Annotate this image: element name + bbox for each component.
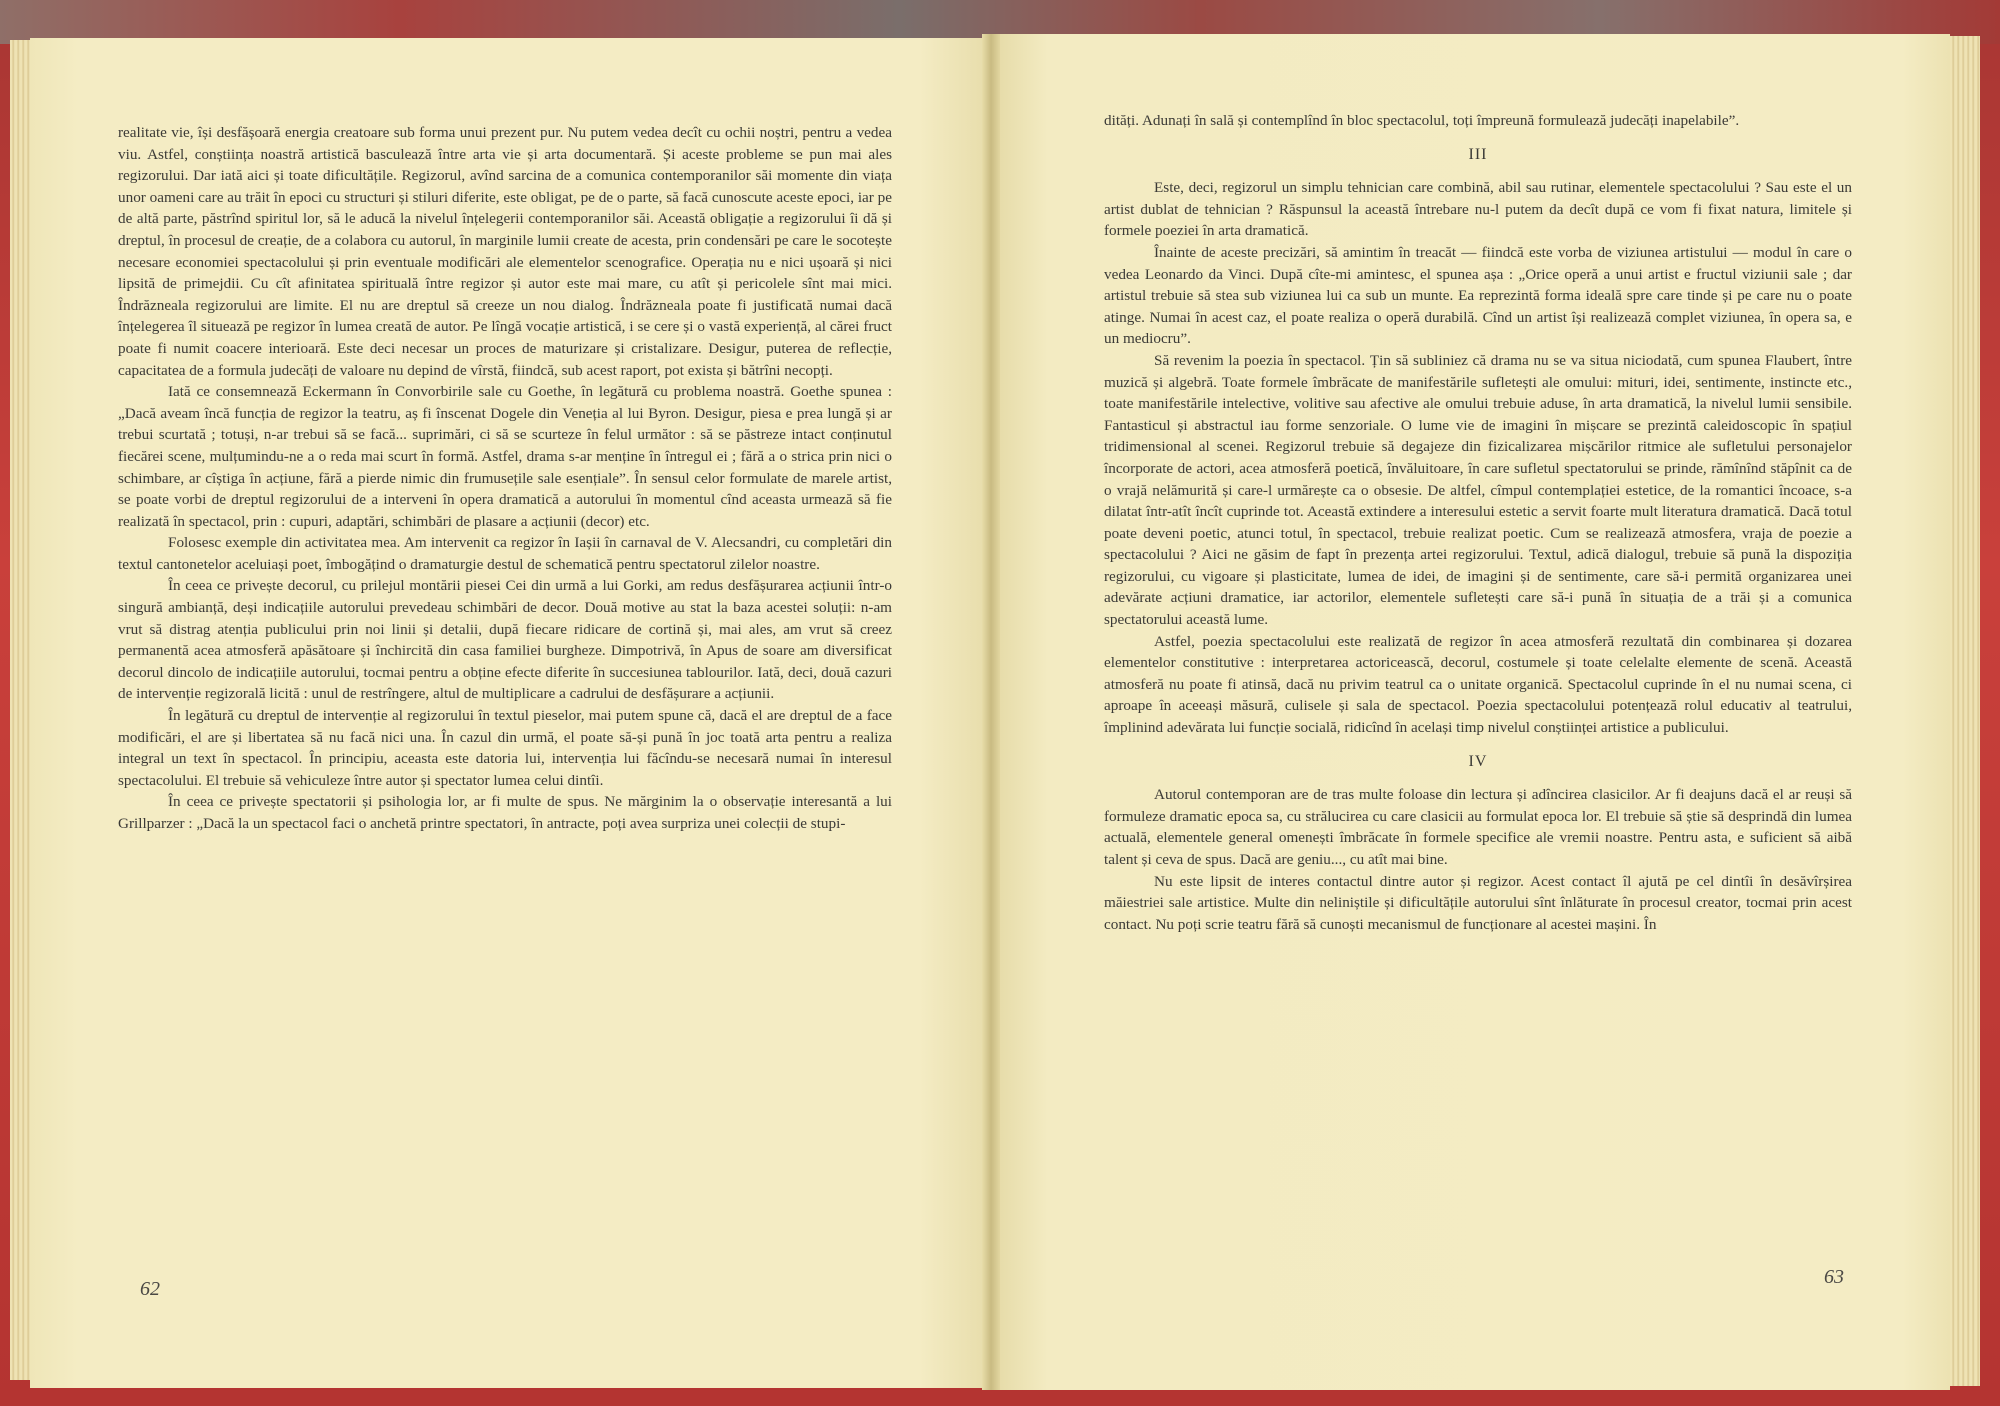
left-page-text xyxy=(118,122,892,835)
page-number-left: 62 xyxy=(140,1278,160,1300)
paragraph: Este, deci, regizorul un simplu tehnician care combină, abil sau rutinar, elementele spectacolului ? Sau este el un artist dublat de tehnician ? Răspunsul la această întrebare nu-l putem da decît după ce vom fi fixat natura, limitele și formele poeziei în arta dramatică. xyxy=(1104,179,1852,240)
paragraph: Înainte de aceste precizări, să amintim în treacăt — fiindcă este vorba de viziunea artistului — modul în care o vedea Leonardo da Vinci. După cîte-mi amintesc, el spunea așa : „Orice operă a unui artist e fructul viziunii sale ; dar artistul trebuie să stea sub viziunea lui ca sub un munte. Ea reprezintă forma ideală spre care tinde și pe care nu o poate atinge. Numai în acest caz, el poate realiza o operă durabilă. Cînd un artist își realizează complet viziunea, în opera sa, e un mediocru”. xyxy=(1104,243,1852,348)
section-heading: III xyxy=(1468,145,1488,163)
paragraph: Astfel, poezia spectacolului este realizată de regizor în acea atmosferă rezultată din combinarea și dozarea elementelor constitutive : interpretarea actoricească, decorul, costumele și toate celelalte elemente de scenă. Această atmosferă nu poate fi atinsă, dacă nu privim teatrul ca o unitate organică. Spectacolul cuprinde în el nu numai scena, ci aproape în aceeași măsură, culisele și sala de spectacol. Poezia spectacolului potențează rolul educativ al teatrului, împlinind adevărata lui funcție socială, ridicînd în același timp nivelul conștiinței artistice a publicului. xyxy=(1104,632,1852,737)
paragraph: Să revenim la poezia în spectacol. Țin să subliniez că drama nu se va situa niciodată, cum spunea Flaubert, între muzică și algebră. Toate formele îmbrăcate de manifestările sufletești ale omului: mituri, idei, sentimente, instincte etc., toate manifestările intelective, volitive sau afective ale omului trebuie aduse, în arta dramatică, la nivelul lumii sensibile. Fantasticul și abstractul iau forme senzoriale. O lume vie de imagini în mișcare se prezintă caleidoscopic în spațiul tridimensional al scenei. Regizorul trebuie să degajeze din fizicalizarea mișcărilor ritmice ale sufletului personajelor încorporate de actori, acea atmosferă poetică, învăluitoare, în care sufletul spectatorului se prinde, rămînînd stăpînit ca de o vrajă nelămurită și care-l urmărește ca o obsesie. De altfel, cîmpul contemplației estetice, de la romantici încoace, s-a dilatat într-atît încît cuprinde tot. Această extindere a interesului estetic a servit foarte mult literatura dramatică. Dacă totul poate deveni poetic, atunci totul, în spectacol, trebuie realizat poetic. Cum se realizează atmosfera, vraja de poezie a spectacolului ? Aici ne găsim de fapt în prezența artei regizorului. Textul, adică dialogul, trebuie să pună la dispoziția regizorului, cu vigoare și plasticitate, lumea de idei, de imagini și de sentimente, care să-i permită organizarea unei adevărate acțiuni dramatice, iar actorilor, elementele sufletești care să-i pună în situația de a trăi și a comunica spectatorului această lume. xyxy=(1104,351,1852,629)
page-number-right: 63 xyxy=(1824,1266,1844,1288)
paragraph: Folosesc exemple din activitatea mea. Am intervenit ca regizor în Iașii în carnaval de V. Alecsandri, cu completări din textul cantonetelor aceluiași poet, îmbogățind o dramaturgie destul de schematică pentru spectatorul zilelor noastre. xyxy=(118,534,892,573)
paragraph: realitate vie, își desfășoară energia creatoare sub forma unui prezent pur. Nu putem vedea decît cu ochii noștri, pentru a vedea viu. Astfel, conștiința noastră artistică basculează între arta vie și arta documentară. Și aceste probleme se pun mai ales regizorului. Dar iată aici și toate dificultățile. Regizorul, avînd sarcina de a comunica contemporanilor săi momente din viața unor oameni care au trăit în epoci cu structuri și stiluri diferite, este obligat, pe de o parte, să facă cunoscute aceste epoci, iar pe de altă parte, păstrînd spiritul lor, să le aducă la nivelul înțelegerii contemporanilor săi. Această obligație a regizorului îi dă și dreptul, în procesul de creație, de a colabora cu autorul, în marginile lumii create de acesta, prin condensări pe care le socotește necesare economiei spectacolului și prin eventuale modificări ale elementelor scenografice. Operația nu e nici ușoară și nici lipsită de primejdii. Cu cît afinitatea spirituală între regizor și autor este mai mare, cu atît și pericolele sînt mai mici. Îndrăzneala regizorului are limite. El nu are dreptul să creeze un nou dialog. Îndrăzneala poate fi justificată numai dacă înțelegerea îl situează pe regizor în lumea creată de autor. Pe lîngă vocație artistică, i se cere și o vastă experiență, al cărei fruct poate fi numit coacere interioară. Este deci necesar un proces de maturizare și cristalizare. Desigur, puterea de reflecție, capacitatea de a formula judecăți de valoare nu depind de vîrstă, fiindcă, sub acest raport, pot exista și bătrîni necopți. xyxy=(118,124,892,379)
paragraph: Iată ce consemnează Eckermann în Convorbirile sale cu Goethe, în legătură cu problema noastră. Goethe spunea : „Dacă aveam încă funcția de regizor la teatru, aș fi înscenat Dogele din Veneția al lui Byron. Desigur, piesa e prea lungă și ar trebui scurtată ; totuși, n-ar trebui să se facă... suprimări, ci să se scurteze în felul următor : să se păstreze intact conținutul fiecărei scene, mulțumindu-ne a o reda mai scurt în formă. Astfel, drama s-ar menține în întregul ei ; fără a o strica prin nici o schimbare, ar cîștiga în acțiune, fără a pierde nimic din frumusețile sale esențiale”. În sensul celor formulate de marele artist, se poate vorbi de dreptul regizorului de a interveni în opera dramatică a autorului în momentul cînd aceasta urmează să fie realizată în spectacol, prin : cupuri, adaptări, schimbări de plasare a acțiunii (decor) etc. xyxy=(118,383,892,530)
right-page-text xyxy=(1104,110,1852,935)
paragraph: dități. Adunați în sală și contemplînd în bloc spectacolul, toți împreună formulează judecăți inapelabile”. xyxy=(1104,112,1740,129)
paragraph: Nu este lipsit de interes contactul dintre autor și regizor. Acest contact îl ajută pe cel dintîi în desăvîrșirea măiestriei sale artistice. Multe din neliniștile și dificultățile autorului sînt înlăturate în procesul creator, tocmai prin acest contact. Nu poți scrie teatru fără să cunoști mecanismul de funcționare al acestei mașini. În xyxy=(1104,872,1852,933)
paragraph: În ceea ce privește decorul, cu prilejul montării piesei Cei din urmă a lui Gorki, am redus desfășurarea acțiunii într-o singură ambianță, deși indicațiile autorului prevedeau schimbări de decor. Două motive au stat la baza acestei soluții: n-am vrut să distrag atenția publicului prin noi linii și detalii, după fiecare ridicare de cortină și, mai ales, am vrut să creez permanentă acea atmosferă apăsătoare și închircită din casa familiei burgheze. Dimpotrivă, în Apus de soare am diversificat decorul dincolo de indicațiile autorului, tocmai pentru a obține efecte diferite în succesiunea tablourilor. Iată, deci, două cazuri de intervenție regizorală licită : unul de restrîngere, altul de multiplicare a cadrului de desfășurare a acțiunii. xyxy=(118,577,892,703)
paragraph: În legătură cu dreptul de intervenție al regizorului în textul pieselor, mai putem spune că, dacă el are dreptul de a face modificări, el are și libertatea să nu facă nici una. În cazul din urmă, el poate să-și pună în joc toată arta pentru a realiza integral un text în spectacol. În principiu, aceasta este datoria lui, intervenția lui făcîndu-se necesară numai în interesul spectacolului. El trebuie să vehiculeze între autor și spectator lumea celui dintîi. xyxy=(118,707,892,789)
paragraph: Autorul contemporan are de tras multe foloase din lectura și adîncirea clasicilor. Ar fi deajuns dacă el ar reuși să formuleze dramatic epoca sa, cu strălucirea cu care clasicii au formulat epoca lor. El trebuie să știe să desprindă din lumea actuală, elementele general omenești îmbrăcate în formele specifice ale vremii noastre. Pentru asta, e suficient să aibă talent și ceva de spus. Dacă are geniu..., cu atît mai bine. xyxy=(1104,786,1852,868)
section-heading: IV xyxy=(1468,752,1488,770)
paragraph: În ceea ce privește spectatorii și psihologia lor, ar fi multe de spus. Ne mărginim la o observație interesantă a lui Grillparzer : „Dacă la un spectacol faci o anchetă printre spectatori, în antracte, poți avea surpriza unei colecții de stupi- xyxy=(118,793,892,832)
book-gutter xyxy=(982,34,1000,1390)
